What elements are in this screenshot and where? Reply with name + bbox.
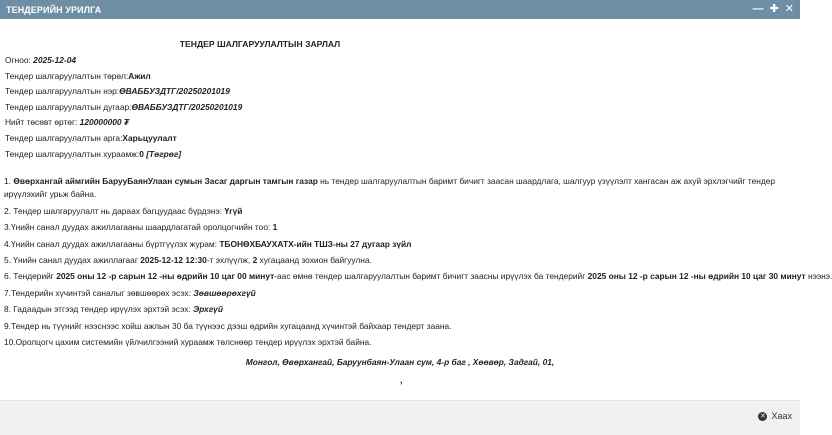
item-text: хугацаанд зохион байгуулна. [257, 255, 372, 266]
item-value: Эрхгүй [193, 304, 223, 315]
organization-address: Монгол, Өвөрхангай, Баруунбаян-Улаан сум, 4-р баг , Хөөвөр, Задгай, 01, [245, 357, 555, 367]
field-value: Ажил [128, 70, 151, 81]
list-item [4, 238, 799, 251]
field-value: Харьцуулалт [122, 132, 177, 143]
circle-x-icon: ✕ [760, 412, 766, 420]
close-button-label: Хаах [771, 411, 792, 421]
list-item [4, 270, 832, 283]
item-text: -аас өмнө тендер шалгаруулалтын баримт бичигт заасны ирүүлэх ба тендерийг [274, 271, 588, 282]
field-label: Огноо: [5, 55, 31, 65]
item-text: нээнэ. [805, 271, 832, 282]
list-item [4, 221, 799, 234]
field-value: 0 [139, 148, 144, 159]
item-value: 2025 оны 12 -р сарын 12 -ны өдрийн 10 цаг 30 минут [587, 271, 806, 282]
window-controls [753, 4, 794, 15]
notice-items [4, 175, 832, 349]
item-text: 6. Тендерийг [4, 271, 57, 282]
list-item [4, 175, 799, 202]
field-type [5, 69, 605, 85]
field-value: 120000000 ₮ [79, 117, 130, 128]
item-value: 2025 оны 12 -р сарын 12 -ны өдрийн 10 цаг 00 минут [56, 271, 275, 282]
field-method [5, 131, 605, 147]
list-item [4, 303, 799, 316]
window-titlebar [0, 0, 800, 19]
field-budget [5, 115, 605, 131]
field-value: 2025-12-04 [33, 55, 77, 65]
field-date [5, 53, 605, 69]
dialog-footer [0, 400, 800, 435]
address-comma: , [400, 375, 403, 385]
item-text: 3.Үнийн санал дуудах ажиллагааны шаардлагатай оролцогчийн тоо: [4, 222, 273, 233]
close-icon[interactable]: ✕ [784, 3, 794, 15]
field-name [5, 84, 605, 100]
field-fee [5, 147, 605, 163]
item-text: 9.Тендер нь түүнийг нээснээс хойш ажлын 30 ба түүнээс дээш өдрийн хугацаанд хүчинтэй байхаар тендерт заана. [4, 320, 452, 331]
list-item [4, 287, 799, 300]
field-number [5, 100, 605, 116]
field-label: Тендер шалгаруулалтын арга: [5, 132, 123, 143]
item-organization: Өвөрхангай аймгийн БарууБаянУлаан сумын Засаг даргын тамгын газар [13, 176, 318, 186]
item-value: ТБОНӨХБАУХАТХ-ийн ТШЗ-ны 27 дугаар зүйл [219, 238, 412, 249]
close-button[interactable] [758, 411, 792, 421]
field-label: Тендер шалгаруулалтын хураамж: [5, 148, 140, 159]
item-value: Зөвшөөрөхгүй [193, 287, 256, 298]
field-label: Тендер шалгаруулалтын төрөл: [5, 70, 129, 81]
field-label: Тендер шалгаруулалтын нэр: [5, 86, 120, 97]
move-icon[interactable]: ✚ [769, 3, 779, 15]
item-value: Үгүй [224, 205, 243, 216]
list-item [4, 336, 799, 349]
item-number: 1. [4, 176, 11, 186]
item-text: 4.Үнийн санал дуудах ажиллагааны бүртгүүлэх журам: [4, 238, 220, 249]
item-text: 7.Тендерийн хүчинтэй саналыг зөвшөөрөх эсэх: [4, 287, 194, 298]
window-title: ТЕНДЕРИЙН УРИЛГА [6, 4, 102, 15]
notice-fields [5, 53, 605, 162]
item-value: 1 [272, 222, 278, 233]
notice-heading: ТЕНДЕР ШАЛГАРУУЛАЛТЫН ЗАРЛАЛ [179, 39, 341, 49]
list-item [4, 254, 799, 267]
list-item [4, 205, 799, 218]
item-value: 2 [252, 255, 258, 266]
field-value: ӨВАББУЗДТГ/20250201019 [119, 86, 230, 97]
field-currency: [Төгрөг] [146, 148, 182, 159]
item-text: 10.Оролцогч цахим системийн үйлчилгээний хураамж төлснөөр тендер ирүүлэх эрхтэй байна. [4, 337, 372, 348]
minus-icon[interactable]: — [752, 3, 764, 15]
field-label: Тендер шалгаруулалтын дугаар: [5, 101, 132, 112]
list-item [4, 320, 799, 333]
field-label: Нийт төсөвт өртөг: [5, 117, 78, 128]
item-text: 8. Гадаадын этгээд тендер ирүүлэх эрхтэй эсэх: [4, 304, 194, 315]
item-text: нь тендер шалгаруулалтын баримт бичигт заасан шаардлага, шалгуур үзүүлэлт хангасан аж ахуй эрхлэгчийг тендер ирүүлэхийг урьж байна. [4, 176, 776, 200]
item-text: 5. Үнийн санал дуудах ажиллагааг [4, 255, 141, 266]
item-text: 2. Тендер шалгаруулалт нь дараах багцуудаас бүрдэнэ: [4, 205, 225, 216]
field-value: ӨВАББУЗДТГ/20250201019 [131, 101, 243, 112]
notice-content [0, 19, 832, 400]
item-value: 2025-12-12 12:30 [140, 255, 207, 266]
item-text: -т эхлүүлж, [206, 255, 253, 266]
